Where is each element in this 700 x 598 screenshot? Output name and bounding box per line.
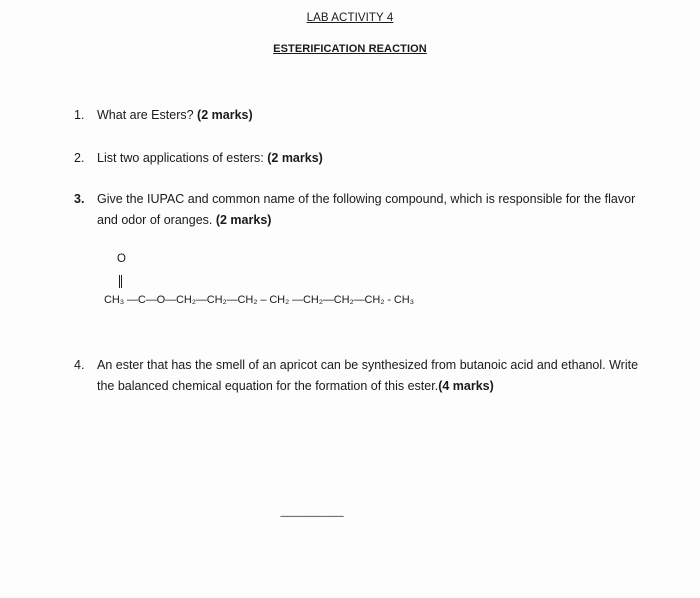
question-3 — [74, 189, 654, 231]
question-number: 1. — [74, 108, 85, 122]
question-1 — [74, 105, 654, 126]
carbonyl-oxygen: O — [117, 253, 126, 265]
question-number: 2. — [74, 151, 85, 165]
compound-formula: CH₃ —C—O—CH₂—CH₂—CH₂ – CH₂ —CH₂—CH₂—CH₂ - CH₃ — [104, 294, 414, 306]
question-text: An ester that has the smell of an apricot can be synthesized from butanoic acid and ethanol. Write the balanced chemical equation for the formation of this ester. — [97, 358, 639, 393]
question-number: 4. — [74, 358, 85, 372]
page-subtitle: ESTERIFICATION REACTION — [273, 43, 427, 55]
question-2 — [74, 148, 654, 169]
question-marks: (4 marks) — [438, 379, 494, 393]
question-text: List two applications of esters: — [97, 151, 268, 165]
question-4 — [74, 355, 654, 397]
question-marks: (2 marks) — [267, 151, 323, 165]
question-text: What are Esters? — [97, 108, 198, 122]
double-bond-icon — [118, 275, 123, 288]
question-number: 3. — [74, 192, 85, 206]
question-marks: (2 marks) — [197, 108, 253, 122]
page-title: LAB ACTIVITY 4 — [306, 12, 394, 24]
question-marks: (2 marks) — [215, 213, 272, 227]
question-text: Give the IUPAC and common name of the following compound, which is responsible for the flavor and odor of oranges. — [97, 192, 636, 227]
end-divider: ------------------------------------- — [280, 511, 343, 521]
